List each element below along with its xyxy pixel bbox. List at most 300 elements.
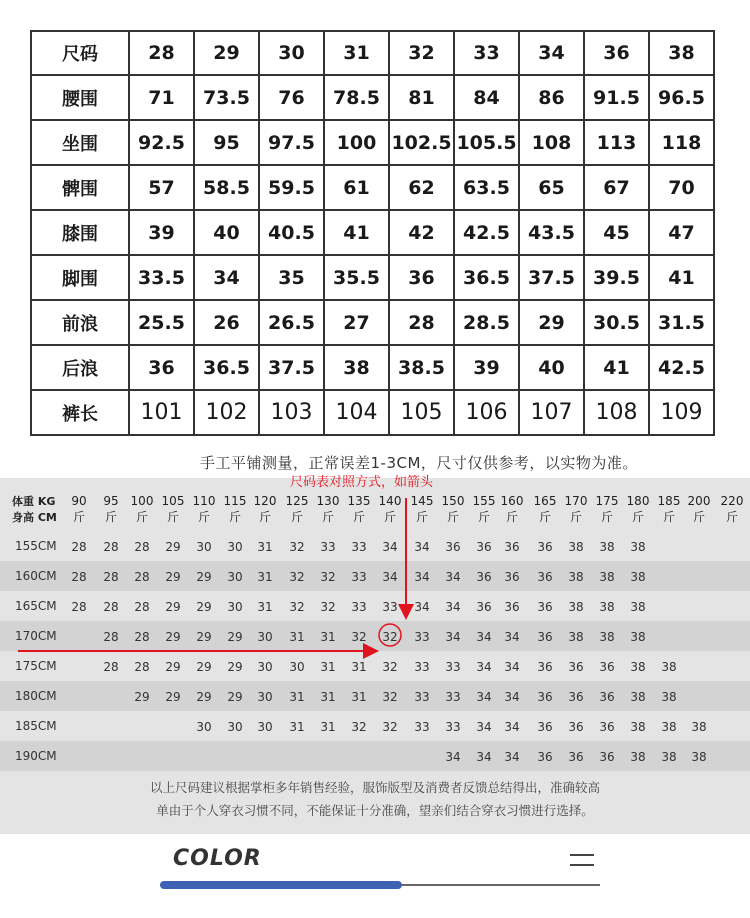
weight-unit: 斤 (258, 510, 271, 524)
measure-value: 95 (194, 120, 259, 165)
size-suggestion: 38 (630, 600, 646, 614)
size-suggestion: 31 (257, 600, 273, 614)
size-row (31, 210, 714, 255)
size-suggestion: 28 (103, 540, 119, 554)
size-suggestion: 38 (630, 660, 646, 674)
measure-value: 39 (129, 210, 194, 255)
size-suggestion: 34 (476, 750, 492, 764)
weight-unit: 斤 (662, 510, 675, 524)
size-suggestion: 38 (630, 690, 646, 704)
measure-value: 40.5 (259, 210, 324, 255)
weight-header: 180 (626, 494, 650, 508)
size-row (31, 300, 714, 345)
measure-value: 26 (194, 300, 259, 345)
size-suggestion: 36 (476, 600, 492, 614)
size-suggestion: 32 (351, 720, 367, 734)
size-suggestion: 31 (289, 720, 305, 734)
size-suggestion: 28 (134, 540, 150, 554)
size-suggestion: 29 (165, 540, 181, 554)
size-suggestion: 32 (351, 630, 367, 644)
size-header-cell: 29 (194, 31, 259, 75)
measure-label: 膝围 (31, 210, 129, 255)
measure-value: 78.5 (324, 75, 389, 120)
measure-value: 39.5 (584, 255, 649, 300)
size-suggestion: 31 (320, 720, 336, 734)
weight-unit: 斤 (104, 510, 117, 524)
size-suggestion: 36 (568, 690, 584, 704)
size-suggestion: 33 (351, 570, 367, 584)
size-suggestion: 38 (691, 720, 707, 734)
size-suggestion: 36 (568, 720, 584, 734)
size-suggestion: 28 (103, 570, 119, 584)
measure-value: 113 (584, 120, 649, 165)
weight-header: 125 (285, 494, 309, 508)
weight-label: 体重 KG (12, 495, 56, 508)
weight-unit: 斤 (569, 510, 582, 524)
measure-value: 104 (324, 390, 389, 435)
size-suggestion: 29 (134, 690, 150, 704)
weight-header: 105 (161, 494, 185, 508)
size-suggestion: 28 (103, 660, 119, 674)
size-suggestion: 38 (568, 570, 584, 584)
size-suggestion: 38 (599, 570, 615, 584)
measure-value: 42.5 (649, 345, 714, 390)
size-suggestion: 38 (568, 600, 584, 614)
measure-value: 100 (324, 120, 389, 165)
measure-value: 34 (194, 255, 259, 300)
measure-value: 36 (129, 345, 194, 390)
size-suggestion: 36 (599, 720, 615, 734)
size-suggestion: 28 (134, 660, 150, 674)
grid-row (0, 681, 750, 711)
size-suggestion: 38 (661, 690, 677, 704)
size-suggestion: 32 (382, 690, 398, 704)
size-suggestion: 29 (165, 690, 181, 704)
size-suggestion: 28 (134, 570, 150, 584)
size-suggestion: 34 (382, 540, 398, 554)
measure-value: 84 (454, 75, 519, 120)
size-header-cell: 31 (324, 31, 389, 75)
size-suggestion: 34 (476, 720, 492, 734)
measure-value: 97.5 (259, 120, 324, 165)
measure-value: 105 (389, 390, 454, 435)
weight-header: 115 (223, 494, 247, 508)
size-suggestion: 30 (196, 720, 212, 734)
size-suggestion: 34 (382, 570, 398, 584)
weight-header: 95 (103, 494, 119, 508)
footer-line-2: 单由于个人穿衣习惯不同，不能保证十分准确，望亲们结合穿衣习惯进行选择。 (156, 803, 594, 818)
size-suggestion: 31 (351, 690, 367, 704)
size-suggestion: 36 (504, 600, 520, 614)
size-suggestion: 28 (134, 630, 150, 644)
measure-value: 33.5 (129, 255, 194, 300)
size-suggestion: 32 (289, 570, 305, 584)
size-suggestion: 34 (504, 630, 520, 644)
guide-arrows (0, 478, 750, 678)
size-suggestion: 28 (103, 600, 119, 614)
height-value: 165CM (15, 599, 57, 613)
size-suggestion: 38 (630, 630, 646, 644)
grid-footer-note (0, 776, 750, 822)
size-suggestion: 38 (661, 720, 677, 734)
measure-value: 28 (389, 300, 454, 345)
weight-header: 135 (347, 494, 371, 508)
footer-line-1: 以上尺码建议根据掌柜多年销售经验，服饰版型及消费者反馈总结得出，准确较高 (149, 780, 600, 795)
size-suggestion: 28 (134, 600, 150, 614)
weight-unit: 斤 (321, 510, 334, 524)
size-suggestion: 33 (351, 600, 367, 614)
size-row (31, 75, 714, 120)
measure-value: 105.5 (454, 120, 519, 165)
measure-value: 41 (324, 210, 389, 255)
weight-header: 165 (533, 494, 557, 508)
size-suggestion: 33 (382, 600, 398, 614)
size-suggestion: 36 (504, 540, 520, 554)
size-suggestion: 34 (414, 600, 430, 614)
measure-value: 38.5 (389, 345, 454, 390)
size-suggestion: 29 (165, 630, 181, 644)
measure-value: 30.5 (584, 300, 649, 345)
size-row (31, 390, 714, 435)
size-header-row (31, 31, 714, 75)
size-suggestion: 36 (476, 570, 492, 584)
measure-value: 42 (389, 210, 454, 255)
size-row (31, 345, 714, 390)
measure-value: 29 (519, 300, 584, 345)
measure-value: 35.5 (324, 255, 389, 300)
weight-unit: 斤 (135, 510, 148, 524)
size-suggestion: 31 (289, 690, 305, 704)
weight-unit: 斤 (538, 510, 551, 524)
weight-header: 100 (130, 494, 154, 508)
weight-header: 145 (410, 494, 434, 508)
size-suggestion: 29 (165, 660, 181, 674)
size-suggestion: 32 (289, 540, 305, 554)
size-suggestion: 31 (257, 570, 273, 584)
size-suggestion: 36 (599, 750, 615, 764)
size-suggestion: 30 (227, 720, 243, 734)
size-suggestion: 29 (196, 600, 212, 614)
measure-value: 67 (584, 165, 649, 210)
weight-unit: 斤 (352, 510, 365, 524)
measure-value: 39 (454, 345, 519, 390)
measure-value: 71 (129, 75, 194, 120)
measure-value: 27 (324, 300, 389, 345)
size-suggestion: 29 (196, 690, 212, 704)
weight-unit: 斤 (477, 510, 490, 524)
measure-label: 腰围 (31, 75, 129, 120)
measure-value: 107 (519, 390, 584, 435)
size-suggestion: 38 (599, 540, 615, 554)
size-suggestion: 29 (165, 600, 181, 614)
result-circle (379, 624, 401, 646)
height-label: 身高 CM (12, 511, 57, 524)
size-suggestion: 34 (476, 690, 492, 704)
size-suggestion: 36 (537, 690, 553, 704)
size-suggestion: 34 (445, 630, 461, 644)
height-value: 155CM (15, 539, 57, 553)
weight-header: 200 (687, 494, 711, 508)
size-suggestion: 36 (537, 570, 553, 584)
weight-unit: 斤 (725, 510, 738, 524)
weight-header: 90 (71, 494, 87, 508)
measure-value: 40 (194, 210, 259, 255)
size-suggestion: 33 (414, 690, 430, 704)
weight-header: 155 (472, 494, 496, 508)
weight-unit: 斤 (600, 510, 613, 524)
size-suggestion: 28 (71, 600, 87, 614)
size-header-cell: 38 (649, 31, 714, 75)
weight-header: 150 (441, 494, 465, 508)
size-table (30, 30, 715, 436)
grid-caption: 尺码表对照方式，如箭头 (290, 475, 434, 490)
size-suggestion: 34 (504, 750, 520, 764)
size-suggestion: 32 (320, 570, 336, 584)
measure-value: 103 (259, 390, 324, 435)
height-value: 175CM (15, 659, 57, 673)
height-value: 160CM (15, 569, 57, 583)
measure-value: 61 (324, 165, 389, 210)
size-suggestion: 29 (196, 630, 212, 644)
measure-value: 96.5 (649, 75, 714, 120)
size-suggestion: 36 (537, 540, 553, 554)
height-value: 185CM (15, 719, 57, 733)
measure-label: 裤长 (31, 390, 129, 435)
weight-header: 140 (378, 494, 402, 508)
size-suggestion: 32 (382, 660, 398, 674)
size-suggestion: 33 (414, 720, 430, 734)
size-row (31, 120, 714, 165)
size-suggestion: 33 (445, 660, 461, 674)
measure-value: 31.5 (649, 300, 714, 345)
size-suggestion: 28 (103, 630, 119, 644)
weight-unit: 斤 (228, 510, 241, 524)
size-suggestion: 36 (537, 720, 553, 734)
size-suggestion: 34 (504, 720, 520, 734)
size-suggestion: 32 (382, 630, 398, 644)
size-suggestion: 30 (196, 540, 212, 554)
measure-value: 118 (649, 120, 714, 165)
measure-value: 101 (129, 390, 194, 435)
size-suggestion: 38 (630, 720, 646, 734)
size-suggestion: 38 (661, 750, 677, 764)
measure-value: 36.5 (454, 255, 519, 300)
measurement-note: 手工平铺测量，正常误差1-3CM，尺寸仅供参考，以实物为准。 (200, 454, 638, 472)
measure-value: 76 (259, 75, 324, 120)
size-suggestion: 38 (599, 600, 615, 614)
measure-value: 63.5 (454, 165, 519, 210)
measure-value: 108 (584, 390, 649, 435)
measure-value: 59.5 (259, 165, 324, 210)
size-suggestion: 34 (445, 750, 461, 764)
size-suggestion: 38 (630, 750, 646, 764)
size-suggestion: 30 (257, 690, 273, 704)
size-suggestion: 34 (504, 690, 520, 704)
measure-value: 65 (519, 165, 584, 210)
measure-value: 42.5 (454, 210, 519, 255)
size-suggestion: 34 (414, 570, 430, 584)
size-suggestion: 29 (227, 690, 243, 704)
weight-header: 170 (564, 494, 588, 508)
weight-unit: 斤 (166, 510, 179, 524)
size-suggestion: 36 (537, 630, 553, 644)
size-suggestion: 33 (320, 540, 336, 554)
weight-unit: 斤 (505, 510, 518, 524)
color-progress-fill (160, 881, 402, 889)
size-suggestion: 29 (196, 570, 212, 584)
measure-value: 26.5 (259, 300, 324, 345)
measure-value: 38 (324, 345, 389, 390)
weight-unit: 斤 (631, 510, 644, 524)
size-header-label: 尺码 (31, 31, 129, 75)
measure-label: 前浪 (31, 300, 129, 345)
measure-value: 37.5 (259, 345, 324, 390)
size-header-cell: 32 (389, 31, 454, 75)
size-suggestion: 38 (568, 630, 584, 644)
size-suggestion: 31 (289, 630, 305, 644)
size-suggestion: 34 (445, 600, 461, 614)
measure-value: 40 (519, 345, 584, 390)
measure-value: 35 (259, 255, 324, 300)
size-suggestion: 34 (476, 630, 492, 644)
grid-row (0, 711, 750, 741)
weight-unit: 斤 (197, 510, 210, 524)
height-value: 170CM (15, 629, 57, 643)
size-suggestion: 38 (599, 630, 615, 644)
size-suggestion: 29 (227, 630, 243, 644)
size-suggestion: 36 (568, 660, 584, 674)
size-suggestion: 30 (227, 600, 243, 614)
size-header-cell: 30 (259, 31, 324, 75)
weight-unit: 斤 (72, 510, 85, 524)
weight-unit: 斤 (692, 510, 705, 524)
weight-header: 110 (192, 494, 216, 508)
size-suggestion: 33 (414, 630, 430, 644)
measure-value: 91.5 (584, 75, 649, 120)
size-suggestion: 30 (289, 660, 305, 674)
menu-icon[interactable] (570, 854, 594, 874)
size-suggestion: 32 (320, 600, 336, 614)
measure-value: 28.5 (454, 300, 519, 345)
size-header-cell: 28 (129, 31, 194, 75)
size-suggestion: 33 (445, 690, 461, 704)
size-suggestion: 29 (196, 660, 212, 674)
size-suggestion: 31 (320, 690, 336, 704)
measure-label: 髀围 (31, 165, 129, 210)
size-suggestion: 34 (476, 660, 492, 674)
size-suggestion: 30 (257, 630, 273, 644)
size-suggestion: 28 (71, 540, 87, 554)
measure-value: 58.5 (194, 165, 259, 210)
size-suggestion: 36 (537, 600, 553, 614)
size-row (31, 255, 714, 300)
size-suggestion: 29 (165, 570, 181, 584)
measure-value: 41 (584, 345, 649, 390)
size-suggestion: 29 (227, 660, 243, 674)
size-header-cell: 36 (584, 31, 649, 75)
size-header-cell: 34 (519, 31, 584, 75)
size-suggestion: 30 (257, 660, 273, 674)
size-suggestion: 31 (257, 540, 273, 554)
weight-header: 185 (657, 494, 681, 508)
size-suggestion: 30 (227, 540, 243, 554)
size-suggestion: 36 (537, 750, 553, 764)
size-suggestion: 34 (504, 660, 520, 674)
measure-value: 25.5 (129, 300, 194, 345)
size-suggestion: 38 (568, 540, 584, 554)
color-progress-track (160, 884, 600, 886)
measure-value: 102.5 (389, 120, 454, 165)
size-row (31, 165, 714, 210)
measure-value: 92.5 (129, 120, 194, 165)
measure-value: 81 (389, 75, 454, 120)
size-suggestion: 36 (599, 690, 615, 704)
height-value: 190CM (15, 749, 57, 763)
measure-value: 62 (389, 165, 454, 210)
size-suggestion: 32 (382, 720, 398, 734)
measure-label: 坐围 (31, 120, 129, 165)
weight-header: 175 (595, 494, 619, 508)
size-suggestion: 36 (504, 570, 520, 584)
size-suggestion: 34 (445, 570, 461, 584)
measure-value: 73.5 (194, 75, 259, 120)
measure-value: 43.5 (519, 210, 584, 255)
weight-unit: 斤 (446, 510, 459, 524)
size-suggestion: 32 (289, 600, 305, 614)
size-suggestion: 28 (71, 570, 87, 584)
size-suggestion: 33 (351, 540, 367, 554)
height-value: 180CM (15, 689, 57, 703)
size-suggestion: 38 (630, 570, 646, 584)
size-suggestion: 31 (351, 660, 367, 674)
size-suggestion: 33 (414, 660, 430, 674)
size-suggestion: 36 (537, 660, 553, 674)
weight-header: 130 (316, 494, 340, 508)
size-suggestion: 36 (599, 660, 615, 674)
measure-value: 47 (649, 210, 714, 255)
measure-value: 108 (519, 120, 584, 165)
size-suggestion: 31 (320, 660, 336, 674)
size-suggestion: 38 (661, 660, 677, 674)
size-suggestion: 36 (568, 750, 584, 764)
measure-label: 脚围 (31, 255, 129, 300)
measure-value: 36.5 (194, 345, 259, 390)
weight-header: 160 (500, 494, 524, 508)
weight-unit: 斤 (290, 510, 303, 524)
weight-unit: 斤 (415, 510, 428, 524)
size-suggestion: 38 (630, 540, 646, 554)
measure-value: 37.5 (519, 255, 584, 300)
measure-value: 106 (454, 390, 519, 435)
measure-value: 57 (129, 165, 194, 210)
measure-value: 86 (519, 75, 584, 120)
measure-value: 109 (649, 390, 714, 435)
size-suggestion: 30 (257, 720, 273, 734)
size-suggestion: 34 (414, 540, 430, 554)
size-suggestion: 36 (476, 540, 492, 554)
measure-value: 70 (649, 165, 714, 210)
size-suggestion: 38 (691, 750, 707, 764)
weight-header: 220 (720, 494, 744, 508)
measure-label: 后浪 (31, 345, 129, 390)
weight-unit: 斤 (383, 510, 396, 524)
weight-header: 120 (253, 494, 277, 508)
size-suggestion: 30 (227, 570, 243, 584)
measure-value: 102 (194, 390, 259, 435)
color-heading: COLOR (173, 846, 262, 871)
measure-value: 36 (389, 255, 454, 300)
size-suggestion: 36 (445, 540, 461, 554)
